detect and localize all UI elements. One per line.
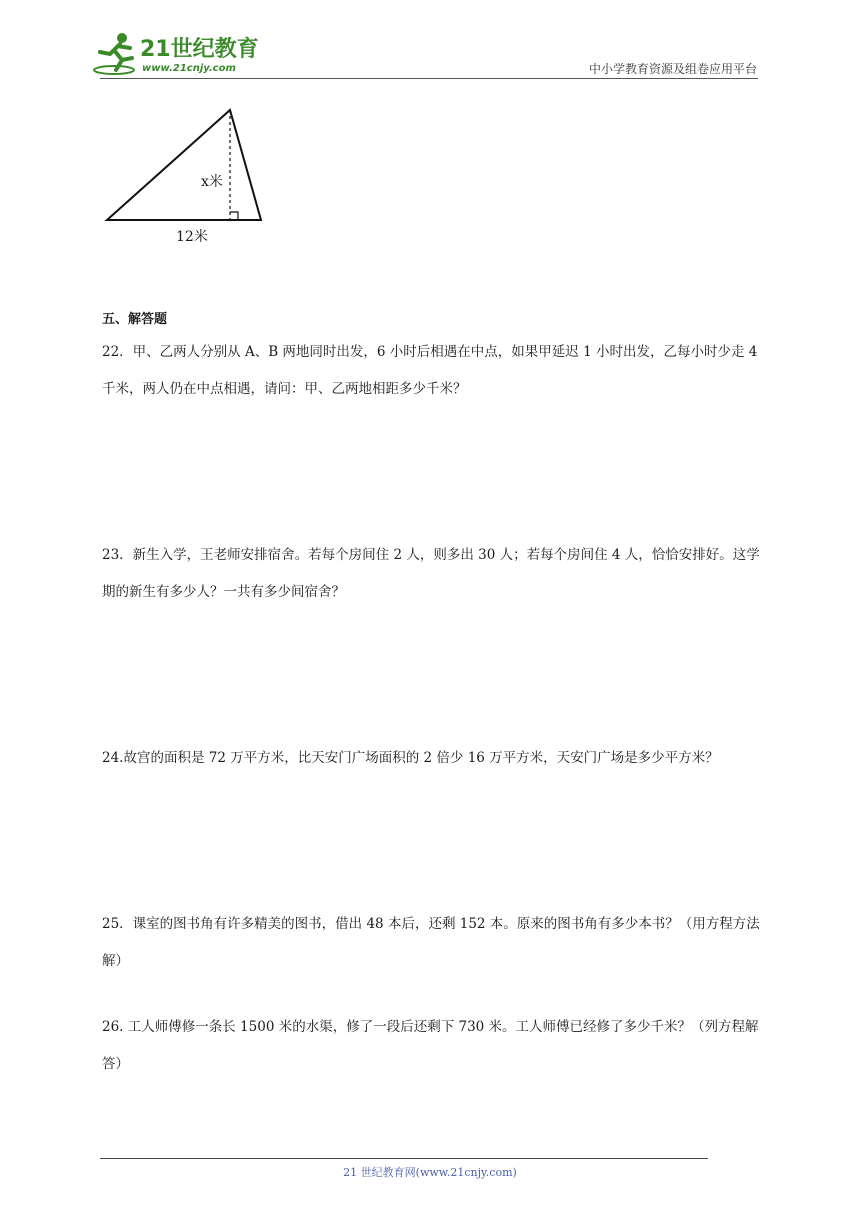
footer-divider bbox=[100, 1158, 708, 1159]
triangle-figure bbox=[100, 105, 270, 250]
question-25: 25．课室的图书角有许多精美的图书，借出 48 本后，还剩 152 本。原来的图书角有多少本书？（用方程方法解） bbox=[102, 916, 760, 969]
question-23: 23．新生入学，王老师安排宿舍。若每个房间住 2 人，则多出 30 人；若每个房间住 4 人，恰恰安排好。这学期的新生有多少人？一共有多少间宿舍？ bbox=[102, 547, 760, 600]
right-angle-mark bbox=[230, 212, 238, 220]
footer-text[interactable]: 21 世纪教育网(www.21cnjy.com) bbox=[343, 1166, 517, 1179]
site-logo[interactable] bbox=[92, 30, 262, 80]
runner-logo-icon bbox=[92, 30, 142, 78]
triangle-outline bbox=[107, 110, 261, 220]
question-24: 24.故宫的面积是 72 万平方米，比天安门广场面积的 2 倍少 16 万平方米，天安门广场是多少平方米？ bbox=[102, 750, 719, 766]
question-26: 26. 工人师傅修一条长 1500 米的水渠，修了一段后还剩下 730 米。工人师傅已经修了多少千米？（列方程解答） bbox=[102, 1019, 759, 1072]
question-22: 22．甲、乙两人分别从 A、B 两地同时出发，6 小时后相遇在中点，如果甲延迟 1 小时出发，乙每小时少走 4 千米，两人仍在中点相遇，请问：甲、乙两地相距多少千米？ bbox=[102, 344, 758, 397]
logo-url-text: www.21cnjy.com bbox=[142, 63, 236, 74]
header-divider bbox=[100, 78, 758, 79]
base-label: 12米 bbox=[176, 229, 208, 245]
height-label: x米 bbox=[201, 174, 223, 190]
platform-title: 中小学教育资源及组卷应用平台 bbox=[588, 62, 757, 76]
logo-brand-text: 21世纪教育 bbox=[140, 37, 259, 62]
section-title: 五、解答题 bbox=[102, 312, 168, 327]
page-header bbox=[0, 0, 860, 90]
